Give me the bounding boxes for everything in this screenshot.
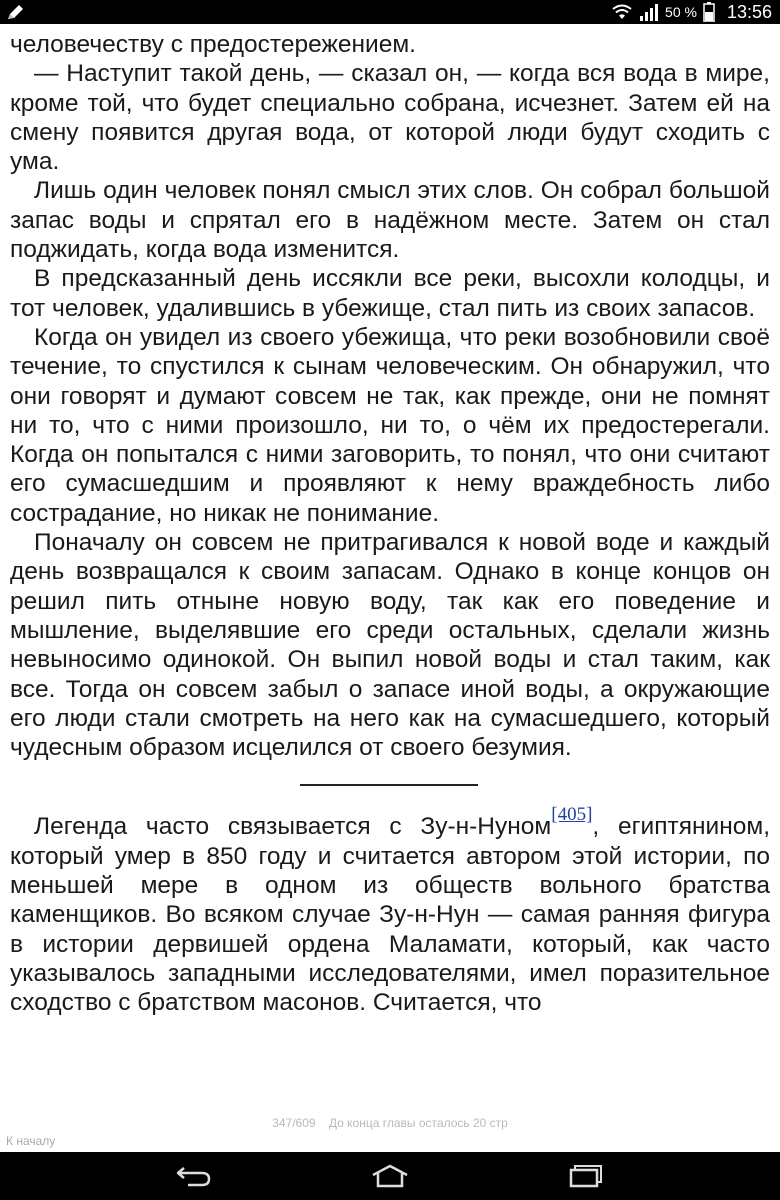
footnote-text-before: Легенда часто связывается с Зу-н-Нуном [34, 813, 552, 841]
navigation-bar [0, 1152, 780, 1200]
status-icons [611, 0, 772, 24]
paragraph: В предсказанный день иссякли все реки, высохли колодцы, и тот человек, удалившись в убежище, стал пить из своих запасов. [10, 265, 770, 322]
back-icon [176, 1165, 212, 1187]
home-icon [370, 1164, 410, 1188]
paragraph: Поначалу он совсем не притрагивался к новой воде и каждый день возвращался к своим запасам. Однако в конце концов он решил пить отныне новую воду, так как его поведение и мышление, выделявшие его среди остальных, сделали жизнь невыносимо одинокой. Он выпил новой воды и стал таким, как все. Тогда он совсем забыл о запасе иной воды, а окружающие его люди стали смотреть на него как на сумасшедшего, который чудесным образом исцелился от своего безумия. [10, 529, 770, 762]
battery-icon [703, 2, 715, 22]
page-info [0, 1116, 780, 1130]
reader-page[interactable] [10, 30, 770, 1018]
chapter-remaining: До конца главы осталось 20 стр [328, 1116, 508, 1130]
recent-apps-icon [568, 1164, 604, 1188]
page-counter: 347/609 [272, 1116, 316, 1130]
signal-icon [639, 3, 659, 21]
battery-percent: 50 % [665, 4, 697, 20]
back-to-start-link[interactable]: К началу [6, 1134, 56, 1148]
paragraph: Лишь один человек понял смысл этих слов. Он собрал большой запас воды и спрятал его в надёжном месте. Затем он стал поджидать, когда вода изменится. [10, 177, 770, 264]
footnote-paragraph [10, 804, 770, 1017]
clock: 13:56 [726, 1, 772, 22]
status-bar [0, 0, 780, 24]
wifi-icon [611, 3, 633, 21]
paragraph: Когда он увидел из своего убежища, что реки возобновили своё течение, то спустился к сынам человеческим. Он обнаружил, что они говорят и думают совсем не так, как прежде, они не помнят ни то, что с ними произошло, ни то, о чём их предостерегали. Когда он попытался с ними заговорить, то понял, что они считают его сумасшедшим и проявляют к нему враждебность либо сострадание, но никак не понимание. [10, 323, 770, 527]
home-button[interactable] [360, 1160, 420, 1192]
back-button[interactable] [164, 1160, 224, 1192]
pencil-icon [6, 3, 26, 21]
paragraph: — Наступит такой день, — сказал он, — когда вся вода в мире, кроме той, что будет специально собрана, исчезнет. Затем ей на смену появится другая вода, от которой люди будут сходить с ума. [10, 60, 770, 176]
paragraph: человечеству с предостережением. [10, 31, 416, 58]
footnote-text-after: , египтянином, который умер в 850 году и считается автором этой истории, по меньшей мере в одном из обществ вольного братства каменщиков. Во всяком случае Зу-н-Нун — самая ранняя фигура в истории дервишей ордена Маламати, который, как часто указывалось западными исследователями, имел поразительное сходство с братством масонов. Считается, что [10, 813, 770, 1017]
recent-apps-button[interactable] [556, 1160, 616, 1192]
footnote-reference-link[interactable]: [405] [551, 804, 593, 826]
footnote-divider [300, 784, 478, 786]
